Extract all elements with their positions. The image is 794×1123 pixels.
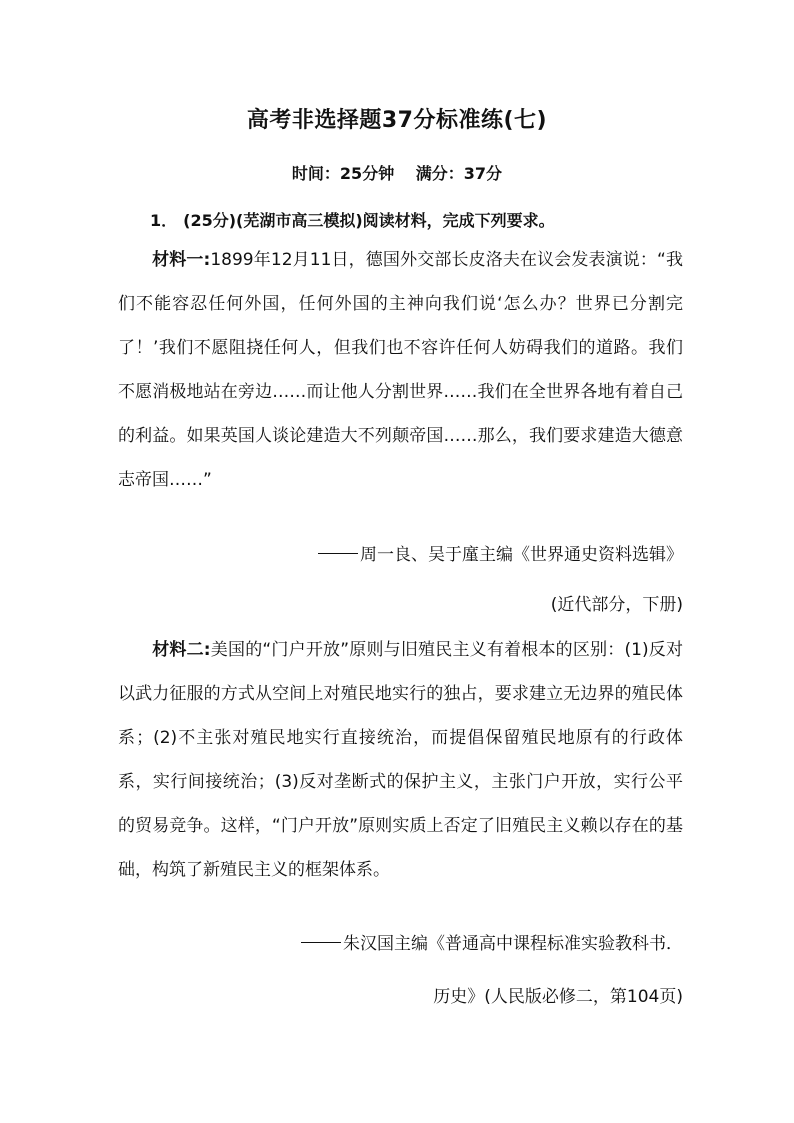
material-one-source-line1: 周一良、吴于廑主编《世界通史资料选辑》 — [360, 545, 683, 565]
exam-meta — [0, 161, 794, 184]
question-number: 1． — [150, 211, 178, 230]
question-header — [150, 208, 555, 231]
material-two-source-line1: 朱汉国主编《普通高中课程标准实验教科书． — [343, 934, 683, 954]
material-two-source-cont: 历史》(人民版必修二，第104页) — [433, 987, 683, 1007]
time-limit: 时间：25分钟 — [291, 164, 395, 183]
source-dash — [318, 553, 358, 554]
full-score: 满分：37分 — [415, 164, 503, 183]
source-dash — [301, 942, 341, 943]
material-two-source — [118, 929, 683, 954]
material-one — [118, 238, 683, 502]
material-one-source — [118, 540, 683, 565]
material-two-text: 美国的“门户开放”原则与旧殖民主义有着根本的区别：(1)反对以武力征服的方式从空间上对殖民地实行的独占，要求建立无边界的殖民体系；(2)不主张对殖民地实行直接统治，而提倡保留殖民地原有的行政体系，实行间接统治；(3)反对垄断式的保护主义，主张门户开放，实行公平的贸易竞争。这样，“门户开放”原则实质上否定了旧殖民主义赖以存在的基础，构筑了新殖民主义的框架体系。 — [118, 640, 683, 880]
material-one-label: 材料一: — [152, 250, 211, 270]
question-instructions: (25分)(芜湖市高三模拟)阅读材料，完成下列要求。 — [183, 211, 555, 230]
page-title: 高考非选择题37分标准练(七) — [246, 108, 548, 133]
material-one-text: 1899年12月11日，德国外交部长皮洛夫在议会发表演说：“我们不能容忍任何外国，任何外国的主神向我们说‘怎么办？世界已分割完了！’我们不愿阻挠任何人，但我们也不容许任何人妨碍我们的道路。我们不愿消极地站在旁边……而让他人分割世界……我们在全世界各地有着自己的利益。如果英国人谈论建造大不列颠帝国……那么，我们要求建造大德意志帝国……” — [118, 250, 683, 490]
material-two — [118, 628, 683, 892]
material-one-source-cont: (近代部分，下册) — [550, 595, 683, 615]
material-two-label: 材料二: — [152, 640, 211, 660]
